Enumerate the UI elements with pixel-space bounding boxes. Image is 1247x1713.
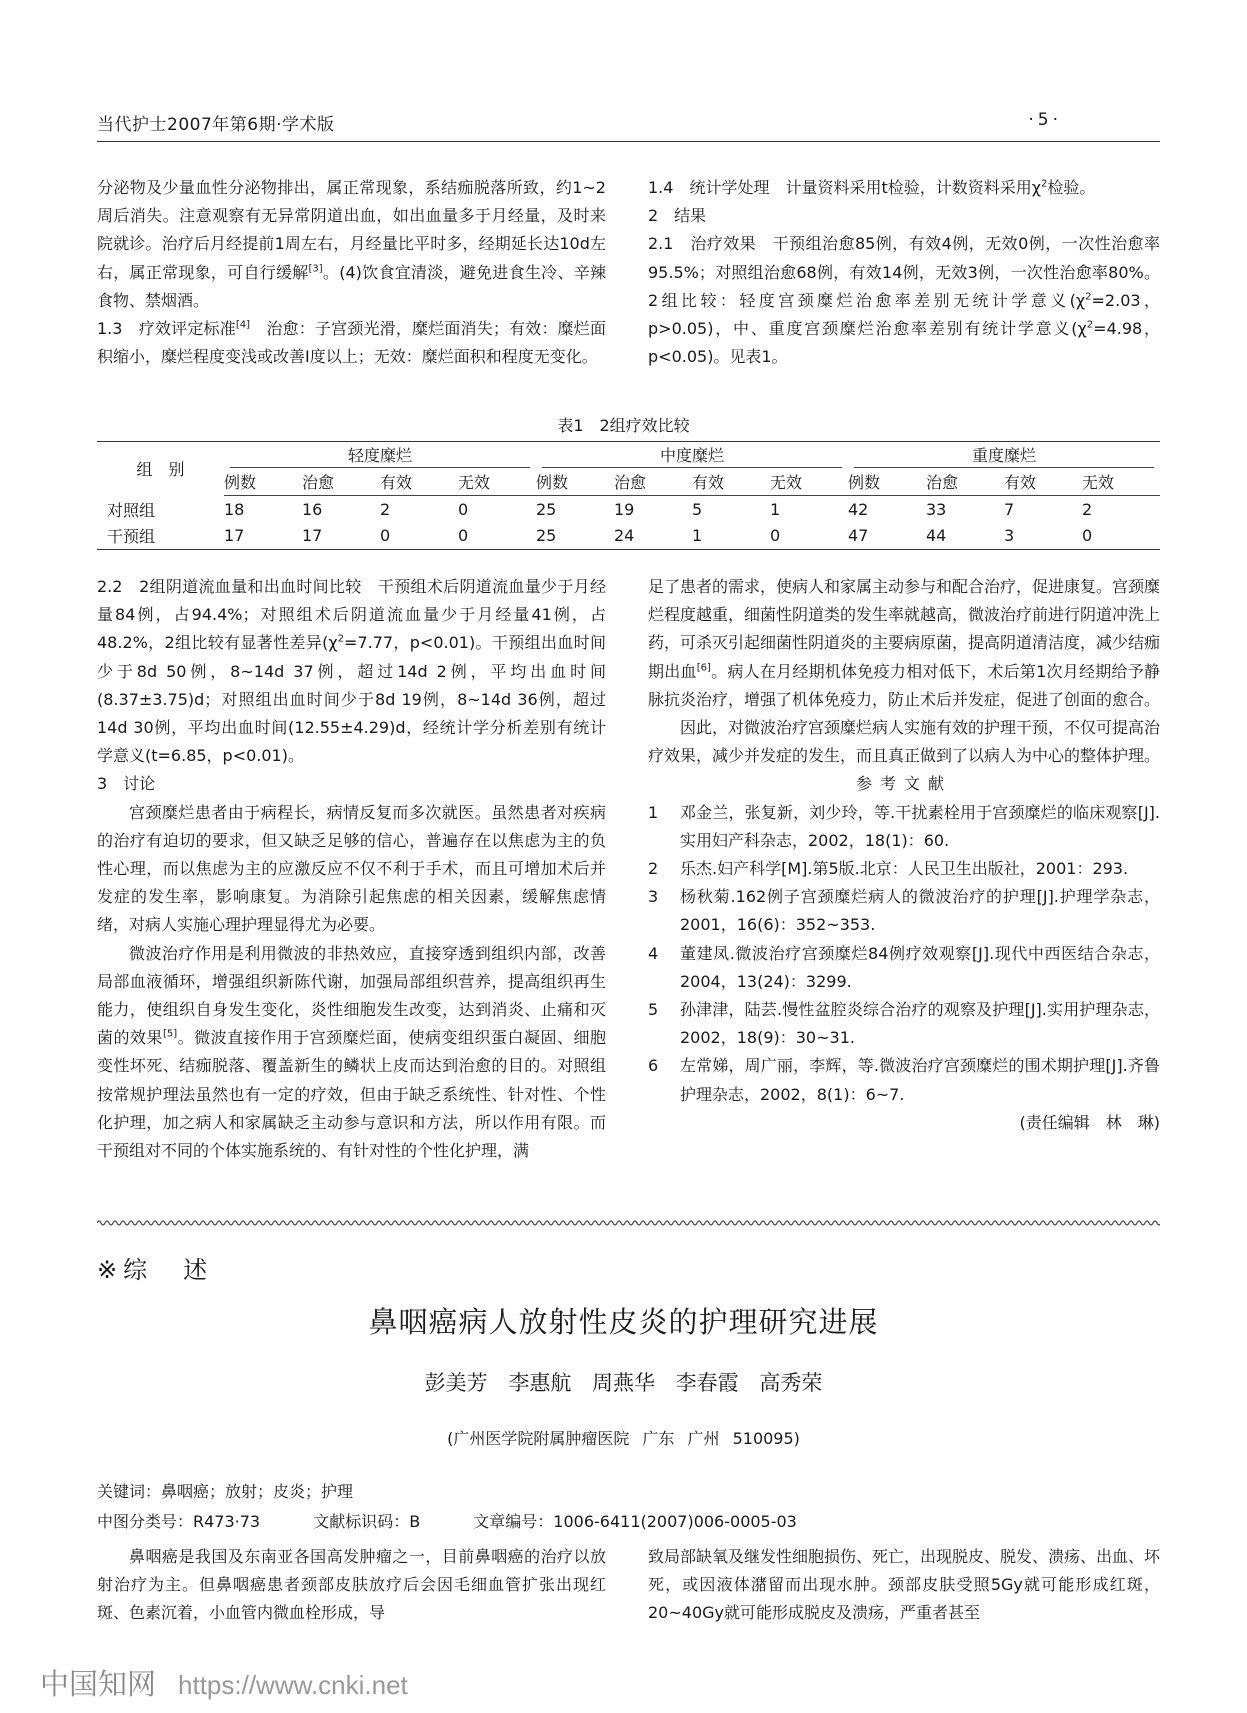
- table-cell: 19: [614, 499, 635, 519]
- section-1-4: 1.4 统计学处理 计量资料采用t检验，计数资料采用$\chi^2$检验。: [648, 178, 1096, 197]
- reference-number: 4: [648, 943, 659, 963]
- subheader-cell: 治愈: [926, 469, 1004, 496]
- reference-text: 孙津津，陆芸.慢性盆腔炎综合治疗的观察及护理[J].实用护理杂志，2002，18(9)：30~31.: [680, 1000, 1160, 1048]
- subheader-cell: 有效: [380, 469, 458, 496]
- subheader-cell: 治愈: [614, 469, 692, 496]
- paragraph: 微波治疗作用是利用微波的非热效应，直接穿透到组织内部，改善局部血液循环，增强组织新陈代谢，加强局部组织营养，提高组织再生能力，使组织自身发生变化，炎性细胞发生改变，达到消炎、止痛和灭菌的效果[5]。微波直接作用于宫颈糜烂面，使病变组织蛋白凝固、细胞变性坏死、结痂脱落、覆盖新生的鳞状上皮而达到治愈的目的。对照组按常规护理法虽然也有一定的疗效，但由于缺乏系统性、针对性、个性化护理，加之病人和家属缺乏主动参与意识和方法，所以作用有限。而干预组对不同的个体实施系统的、有针对性的个性化护理，满: [97, 943, 606, 1161]
- section-heading: 2 结果: [648, 206, 707, 226]
- table-cell: 24: [614, 523, 692, 550]
- subheader-cell: 有效: [692, 469, 770, 496]
- paragraph: 分泌物及少量血性分泌物排出，属正常现象，系结痂脱落所致，约1~2周后消失。注意观察有无异常阴道出血，如出血量多于月经量，及时来院就诊。治疗后月经提前1周左右，月经量比平时多，经期延长达10d左右，属正常现象，可自行缓解[3]。(4)饮食宜清淡，避免进食生冷、辛辣食物、禁烟酒。: [97, 178, 606, 310]
- reference-text: 杨秋菊.162例子宫颈糜烂病人的微波治疗的护理[J].护理学杂志，2001，16(6)：352~353.: [680, 887, 1160, 935]
- journal-header: 当代护士2007年第6期·学术版: [97, 115, 335, 135]
- group-column-header: 组 别: [97, 442, 224, 496]
- table-cell: 18: [224, 499, 245, 519]
- reference-item: [648, 883, 1160, 939]
- subheader-cell: 例数: [224, 469, 302, 496]
- reference-item: [648, 940, 1160, 996]
- right-column-middle: [648, 573, 1160, 1137]
- table-cell: 25: [536, 523, 614, 550]
- reference-text: 邓金兰，张复新，刘少玲，等.干扰素栓用于宫颈糜烂的临床观察[J].实用妇产科杂志，2002，18(1)：60.: [680, 802, 1160, 850]
- left-column-bottom: [97, 1543, 606, 1628]
- table-cell: 0: [380, 523, 458, 550]
- subheader-cell: 有效: [1004, 469, 1082, 496]
- citation: [3]: [308, 263, 323, 275]
- section-heading: 2.2 2组阴道流血量和出血时间比较: [97, 577, 362, 596]
- section-heading: 2.1 治疗效果: [648, 234, 757, 254]
- left-column-top: [97, 174, 606, 371]
- row-label: 对照组: [107, 500, 156, 520]
- paragraph: 致局部缺氧及继发性细胞损伤、死亡，出现脱皮、脱发、溃疡、出血、坏死，或因液体潴留而出现水肿。颈部皮肤受照5Gy就可能形成红斑，20~40Gy就可能形成脱皮及溃疡，严重者甚至: [648, 1547, 1161, 1623]
- table-cell: 0: [770, 523, 848, 550]
- subheader-cell: 无效: [458, 469, 536, 496]
- section-heading: 1.4 统计学处理: [648, 178, 770, 197]
- reference-number: 1: [648, 802, 659, 822]
- reference-number: 2: [648, 859, 659, 879]
- right-column-bottom: [648, 1543, 1160, 1628]
- page-number: ·5·: [1028, 110, 1062, 130]
- subheader-cell: 例数: [848, 469, 926, 496]
- references-list: [648, 799, 1160, 1109]
- section-1-3: 1.3 疗效评定标准[4] 治愈：子宫颈光滑，糜烂面消失；有效：糜烂面积缩小，糜烂程度变浅或改善Ⅰ度以上；无效：糜烂面积和程度无变化。: [97, 319, 606, 367]
- table-cell: 42: [848, 499, 869, 519]
- table-cell: 0: [458, 523, 536, 550]
- table-cell: 1: [770, 499, 781, 519]
- reference-number: 5: [648, 1000, 659, 1020]
- row-label: 干预组: [97, 523, 224, 550]
- document-code: 文献标识码：B: [313, 1512, 421, 1531]
- clc-number: 中图分类号：R473·73: [97, 1512, 261, 1531]
- cnki-watermark: [40, 1662, 408, 1703]
- table-cell: 33: [926, 499, 947, 519]
- table-cell: 3: [1004, 523, 1082, 550]
- table-cell: 0: [1082, 523, 1160, 550]
- table-cell: 17: [302, 523, 380, 550]
- section-heading: 1.3 疗效评定标准: [97, 319, 236, 339]
- citation: [6]: [696, 662, 711, 674]
- watermark-url: https://www.cnki.net: [178, 1670, 408, 1700]
- watermark-brand: 中国知网: [40, 1669, 157, 1701]
- classification-line: [97, 1509, 845, 1532]
- table-cell: 16: [302, 499, 323, 519]
- table-cell: 47: [848, 523, 926, 550]
- reference-item: [648, 1052, 1160, 1108]
- article-number: 文章编号：1006-6411(2007)006-0005-03: [473, 1512, 797, 1531]
- table-cell: 5: [692, 499, 703, 519]
- group-header-mild: 轻度糜烂: [224, 442, 536, 469]
- right-column-top: [648, 174, 1160, 371]
- keywords: 关键词：鼻咽癌；放射；皮炎；护理: [97, 1482, 354, 1501]
- header-rule: [97, 141, 1160, 142]
- affiliation: (广州医学院附属肿瘤医院 广东 广州 510095): [447, 1429, 800, 1448]
- subheader-row: [97, 469, 1160, 496]
- reference-text: 左常娣，周广丽，李辉，等.微波治疗宫颈糜烂的围术期护理[J].齐鲁护理杂志，2002，8(1)：6~7.: [680, 1056, 1160, 1104]
- subheader-cell: 无效: [770, 469, 848, 496]
- editor-note: (责任编辑 林 琳): [1019, 1112, 1160, 1132]
- references-title: 参考文献: [855, 774, 952, 794]
- table-row: [97, 523, 1160, 550]
- reference-text: 乐杰.妇产科学[M].第5版.北京：人民卫生出版社，2001：293.: [680, 859, 1129, 879]
- reference-item: [648, 855, 1160, 883]
- table-cell: 2: [1082, 499, 1093, 519]
- reference-number: 3: [648, 887, 659, 907]
- reference-item: [648, 799, 1160, 855]
- group-header-severe: 重度糜烂: [848, 442, 1160, 469]
- reference-item: [648, 996, 1160, 1052]
- citation: [5]: [162, 1028, 178, 1040]
- wavy-separator: [97, 1218, 1160, 1228]
- subheader-cell: 无效: [1082, 469, 1160, 496]
- results-table: [97, 441, 1160, 550]
- table-row: [97, 496, 1160, 523]
- table-cell: 25: [536, 499, 557, 519]
- table-cell: 44: [926, 523, 1004, 550]
- reference-text: 董建凤.微波治疗宫颈糜烂84例疗效观察[J].现代中西医结合杂志，2004，13(24)：3299.: [680, 943, 1160, 991]
- section-label: ※综 述: [97, 1256, 214, 1284]
- left-column-middle: [97, 573, 606, 1165]
- paragraph: 因此，对微波治疗宫颈糜烂病人实施有效的护理干预，不仅可提高治疗效果，减少并发症的发生，而且真正做到了以病人为中心的整体护理。: [648, 718, 1161, 766]
- table-cell: 7: [1004, 499, 1015, 519]
- reference-number: 6: [648, 1056, 659, 1076]
- article-title: 鼻咽癌病人放射性皮炎的护理研究进展: [368, 1305, 879, 1339]
- table-cell: 1: [692, 523, 770, 550]
- group-header-moderate: 中度糜烂: [536, 442, 848, 469]
- table-cell: 0: [458, 499, 469, 519]
- citation: [4]: [235, 319, 251, 331]
- table-cell: 17: [224, 523, 302, 550]
- authors: 彭美芳 李惠航 周燕华 李春霞 高秀荣: [424, 1371, 823, 1395]
- table-body: [97, 496, 1160, 550]
- section-heading: 3 讨论: [97, 774, 156, 794]
- section-2-1: 2.1 治疗效果 干预组治愈85例，有效4例，无效0例，一次性治愈率95.5%；对照组治愈68例，有效14例，无效3例，一次性治愈率80%。2组比较：轻度宫颈糜烂治愈率差别无统计学意义($\chi^2=2.03$，p>0.05)，中、重度宫颈糜烂治愈率差别有统计学意义($\chi^2=4.98$，p<0.05)。见表1。: [648, 234, 1160, 367]
- subheader-cell: 例数: [536, 469, 614, 496]
- paragraph: 足了患者的需求，使病人和家属主动参与和配合治疗，促进康复。宫颈糜烂程度越重，细菌性阴道类的发生率就越高，微波治疗前进行阴道冲洗上药，可杀灭引起细菌性阴道炎的主要病原菌，提高阴道清洁度，减少结痂期出血[6]。病人在月经期机体免疫力相对低下，术后第1次月经期给予静脉抗炎治疗，增强了机体免疫力，防止术后并发症，促进了创面的愈合。: [648, 577, 1161, 709]
- table-cell: 2: [380, 499, 391, 519]
- table-caption: 表1 2组疗效比较: [557, 416, 690, 435]
- section-2-2: 2.2 2组阴道流血量和出血时间比较 干预组术后阴道流血量少于月经量84例，占94.4%；对照组术后阴道流血量少于月经量41例，占48.2%，2组比较有显著性差异($\chi^2=7.77$，p<0.01)。干预组出血时间少于8d 50例，8~14d 37例，超过14d 2例，平均出血时间(8.37±3.75)d；对照组出血时间少于8d 19例，8~14d 36例，超过14d 30例，平均出血时间(12.55±4.29)d，经统计学分析差别有统计学意义(t=6.85，p<0.01)。: [97, 577, 606, 766]
- paragraph: 鼻咽癌是我国及东南亚各国高发肿瘤之一，目前鼻咽癌的治疗以放射治疗为主。但鼻咽癌患者颈部皮肤放疗后会因毛细血管扩张出现红斑、色素沉着，小血管内微血栓形成，导: [97, 1547, 606, 1623]
- paragraph: 宫颈糜烂患者由于病程长，病情反复而多次就医。虽然患者对疾病的治疗有迫切的要求，但又缺乏足够的信心，普遍存在以焦虑为主的负性心理，而以焦虑为主的应激反应不仅不利于手术，而且可增加术后并发症的发生率，影响康复。为消除引起焦虑的相关因素，缓解焦虑情绪，对病人实施心理护理显得尤为必要。: [97, 802, 606, 935]
- subheader-cell: 治愈: [302, 469, 380, 496]
